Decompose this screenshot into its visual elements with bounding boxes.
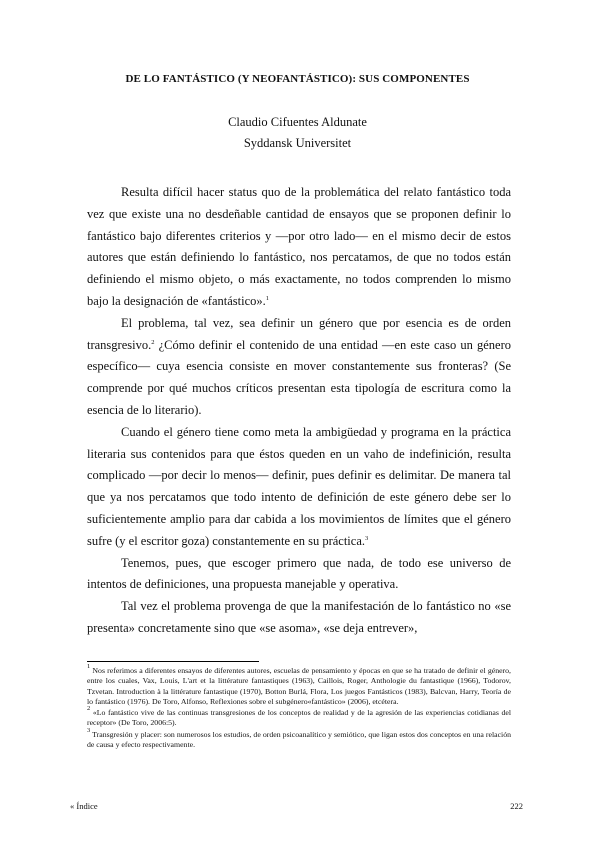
footnote-ref[interactable]: 1 — [265, 294, 270, 302]
author-name: Claudio Cifuentes Aldunate — [228, 115, 367, 129]
footnote-separator — [87, 661, 259, 662]
paragraph — [87, 596, 511, 640]
footnote — [87, 663, 511, 707]
footnote-text: «Lo fantástico vive de las continuas transgresiones de los conceptos de realidad y de la agresión de las experiencias cotidianas del receptor» (De Toro, 2006:5). — [87, 708, 511, 728]
paragraph — [87, 182, 511, 313]
footnote-ref[interactable]: 3 — [365, 534, 369, 542]
paragraph — [87, 553, 511, 597]
paragraph-text-cont: ¿Cómo definir el contenido de una entidad —en este caso un género específico— cuya esencia consiste en mover constantemente sus fronteras? (Se comprende por qué muchos críticos presentan esta tipología de escritura como la esencia de lo literario). — [87, 337, 511, 417]
footnotes — [87, 663, 511, 751]
footnote-ref[interactable]: 2 — [151, 338, 155, 346]
paragraph — [87, 422, 511, 553]
footnote — [87, 726, 511, 751]
index-link[interactable]: « Índice — [70, 801, 98, 811]
footnote — [87, 705, 511, 729]
footnote-text: Nos referimos a diferentes ensayos de diferentes autores, escuelas de pensamiento y épocas en que se ha tratado de definir el género, entre los cuales, Vax, Louis, L'art et la littérature fantastiques (1963), Caillois, Roger, Anthologie du fantastique (1966), Todorov, Tzvetan. Introduction à la littérature fantastique (1970), Botton Burlá, Flora, Los juegos Fantásticos (1983), Balcvan, Harry, Teoría de lo fantástico (1976). De Toro, Alfonso, Reflexiones sobre el subgénero«fantástico» (2006), etcétera. — [87, 666, 511, 706]
footnote-number: 3 — [87, 726, 91, 734]
paragraph-text: Tenemos, pues, que escoger primero que nada, de todo ese universo de intentos de definiciones, una propuesta manejable y operativa. — [87, 555, 511, 592]
footnote-number: 2 — [87, 705, 91, 713]
author-affiliation: Syddansk Universitet — [243, 136, 352, 150]
paragraph — [87, 313, 511, 422]
footnote-number: 1 — [87, 663, 91, 670]
article-title: DE LO FANTÁSTICO (Y NEOFANTÁSTICO): SUS COMPONENTES — [125, 73, 470, 85]
paragraph-text: Resulta difícil hacer status quo de la problemática del relato fantástico toda vez que existe una no desdeñable cantidad de ensayos que se proponen definir lo fantástico bajo diferentes criterios y —por otro lado— en el mismo decir de estos autores que están definiendo lo fantástico, nos percatamos, de que no todos están definiendo el mismo objeto, o más exactamente, no todos comprenden lo mismo bajo la designación de «fantástico». — [87, 185, 511, 308]
paragraph-text: Cuando el género tiene como meta la ambigüedad y programa en la práctica literaria sus contenidos para que éstos queden en un vaho de indefinición, resulta complicado —por decir lo menos— definir, pues definir es delimitar. De manera tal que ya nos percatamos que todo intento de definición de este género debe ser lo suficientemente amplio para dar cabida a los movimientos de límites que el género sufre (y el escritor goza) constantemente en su práctica. — [87, 424, 511, 548]
paragraph-text: Tal vez el problema provenga de que la manifestación de lo fantástico no «se presenta» concretamente sino que «se asoma», «se deja entrever», — [87, 599, 511, 635]
body-text — [87, 182, 511, 640]
paragraph-text: El problema, tal vez, sea definir un género que por esencia es de orden transgresivo. — [87, 315, 511, 352]
page-number: 222 — [510, 801, 523, 811]
footnote-text: Transgresión y placer: son numerosos los estudios, de orden psicoanalítico y semiótico, que ligan estos dos conceptos en una relación de causa y efecto respectivamente. — [87, 729, 511, 750]
